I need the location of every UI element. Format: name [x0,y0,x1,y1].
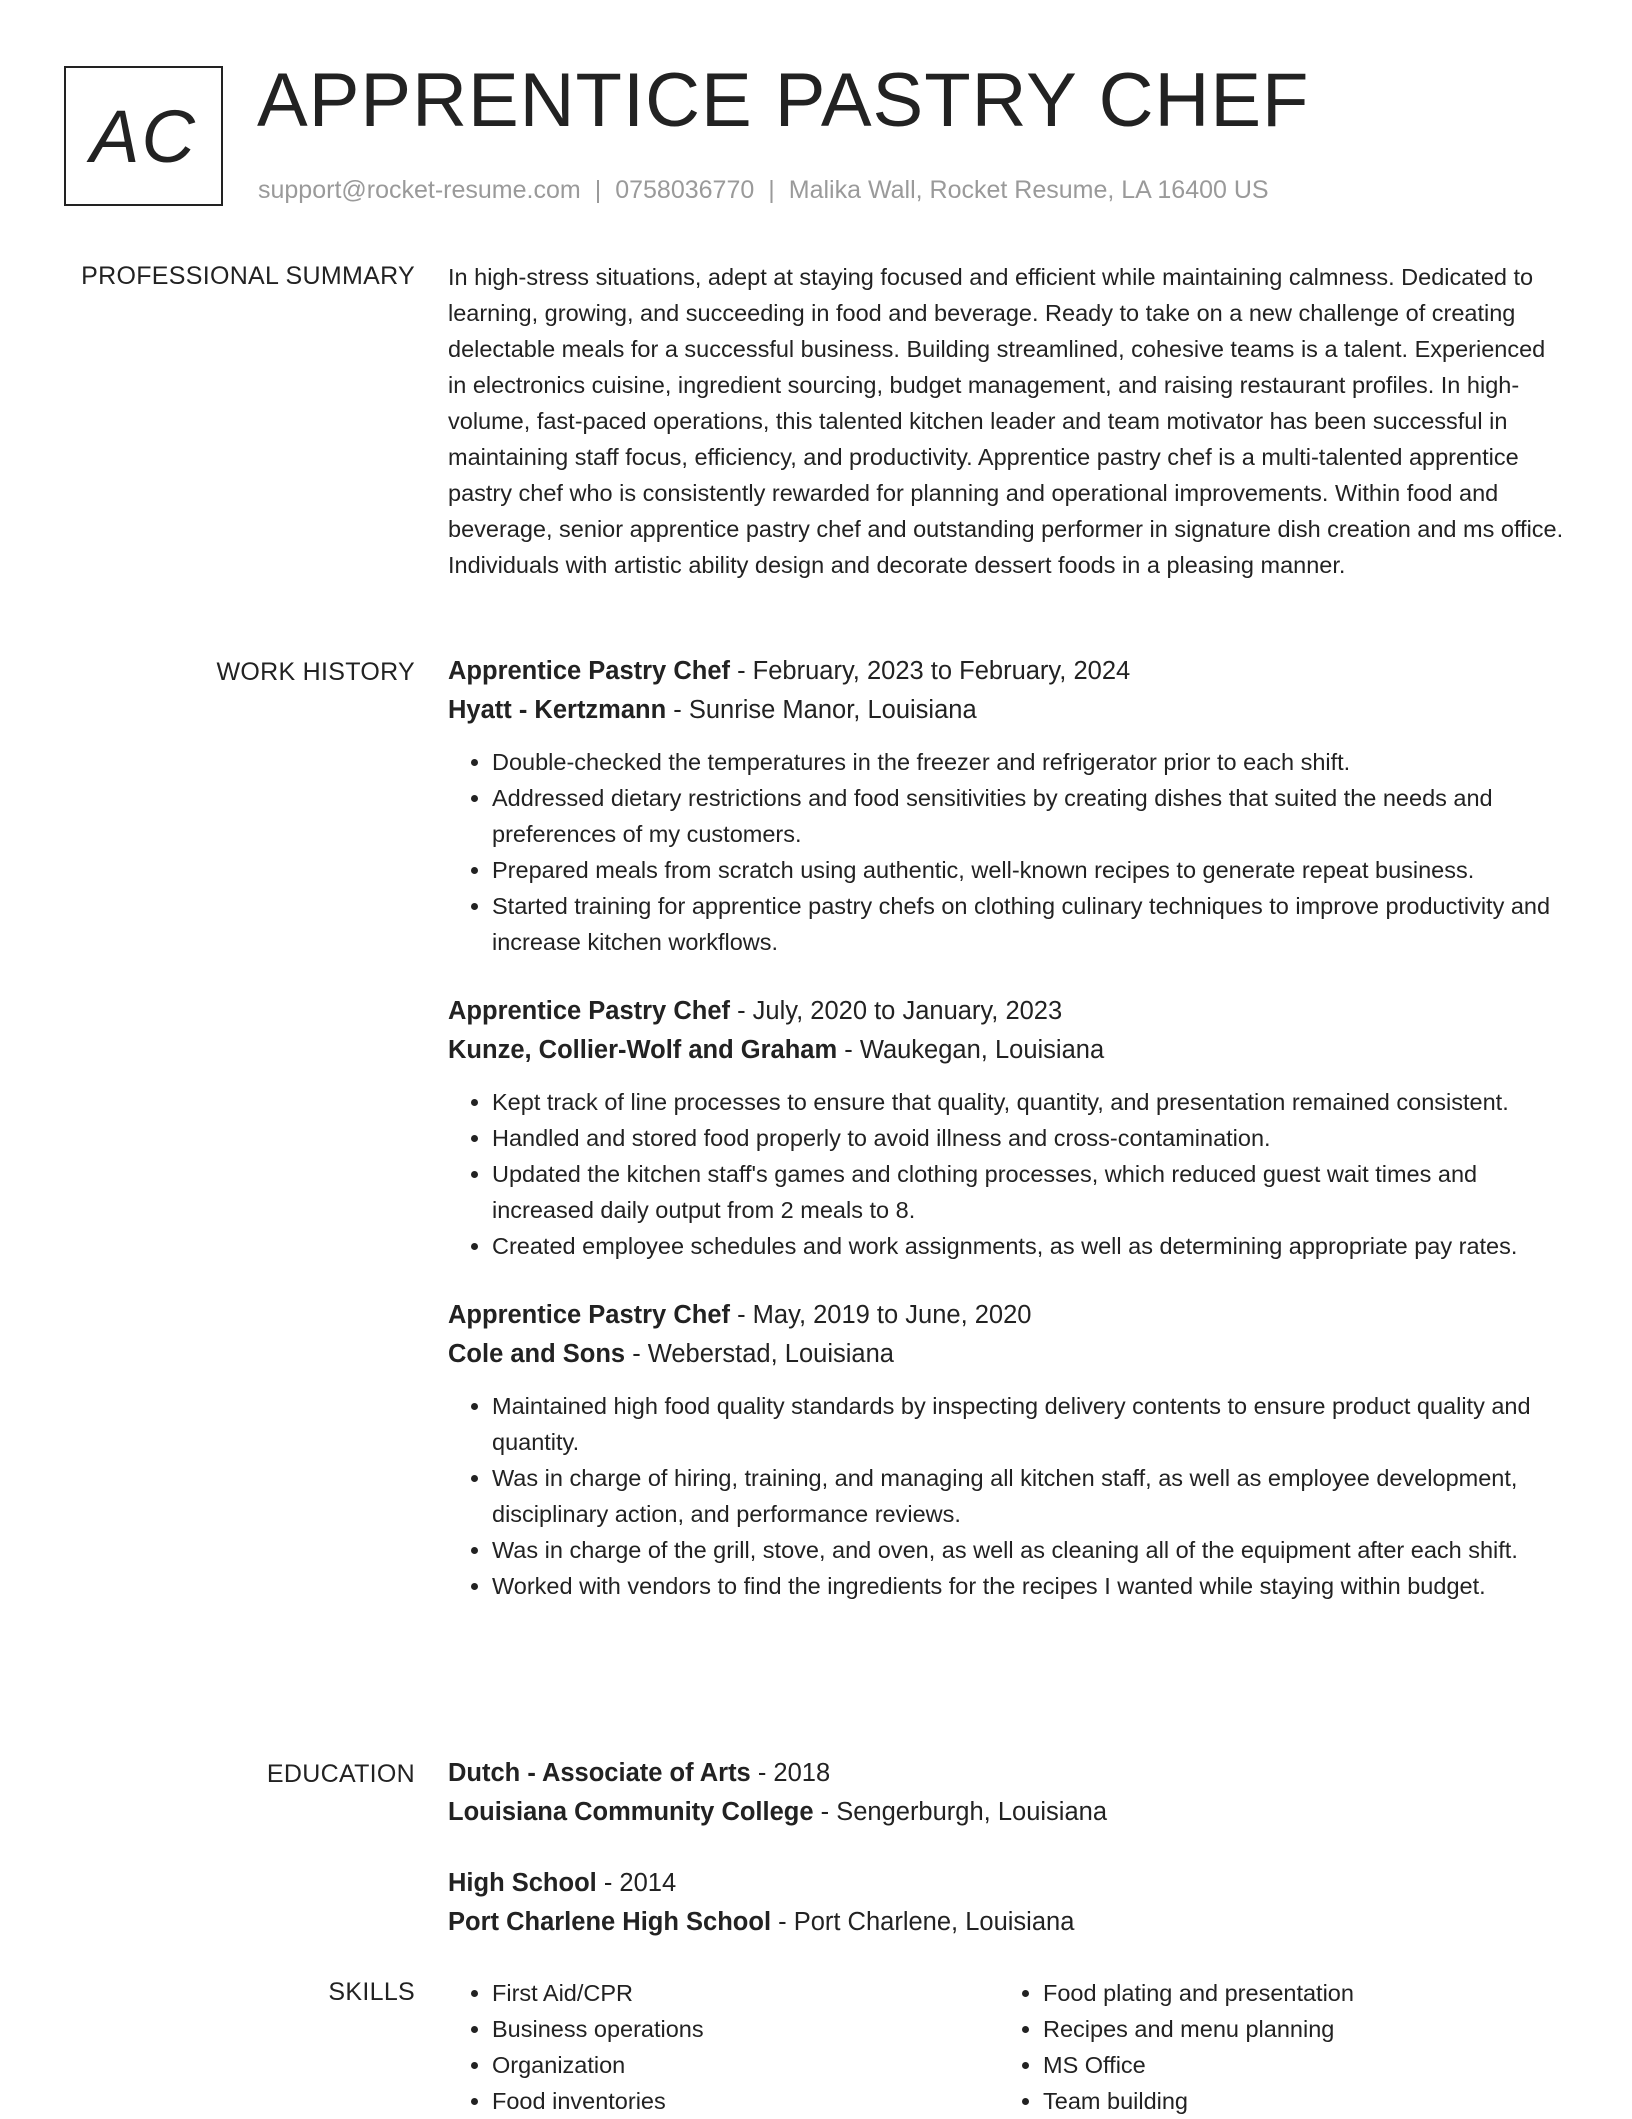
job-title-line [448,652,1564,691]
skill-item: • Food inventories [492,2083,999,2119]
job-bullet: • Prepared meals from scratch using authentic, well-known recipes to generate repeat business. [492,852,1564,888]
skills-list [999,1975,1550,2119]
skill-item: • Organization [492,2047,999,2083]
skill-item: • Food plating and presentation [1043,1975,1550,2011]
job-bullet: • Started training for apprentice pastry chefs on clothing culinary techniques to improve productivity and increase kitchen workflows. [492,888,1564,960]
summary-text: In high-stress situations, adept at staying focused and efficient while maintaining calmness. Dedicated to learning, growing, and succeeding in food and beverage. Ready to take on a new challenge of creating delectable meals for a successful business. Building streamlined, cohesive teams is a talent. Experienced in electronics cuisine, ingredient sourcing, budget management, and raising restaurant profiles. In high-volume, fast-paced operations, this talented kitchen leader and team motivator has been successful in maintaining staff focus, efficiency, and productivity. Apprentice pastry chef is a multi-talented apprentice pastry chef who is consistently rewarded for planning and operational improvements. Within food and beverage, senior apprentice pastry chef and outstanding performer in signature dish creation and ms office. Individuals with artistic ability design and decorate dessert foods in a pleasing manner. [448,264,1564,578]
job-dates: - July, 2020 to January, 2023 [730,997,1063,1025]
education-school-line [448,1903,1564,1942]
job-company-line [448,691,1564,730]
work-history-body [448,652,1564,1618]
education-label: EDUCATION [266,1760,415,1788]
initials-monogram: AC [64,66,223,206]
contact-line [258,174,1269,206]
job-bullet: • Kept track of line processes to ensure that quality, quantity, and presentation remained consistent. [492,1084,1564,1120]
skills-label: SKILLS [328,1978,415,2006]
summary-body [448,259,1564,583]
education-school: Louisiana Community College [448,1798,814,1826]
education-degree: Dutch - Associate of Arts [448,1759,751,1787]
job-title: Apprentice Pastry Chef [448,1301,730,1329]
resume-title: APPRENTICE PASTRY CHEF [257,58,1310,143]
skill-item: • First Aid/CPR [492,1975,999,2011]
job-bullet: • Double-checked the temperatures in the freezer and refrigerator prior to each shift. [492,744,1564,780]
education-degree-line [448,1864,1564,1903]
education-location: - Port Charlene, Louisiana [771,1908,1075,1936]
job-bullets [448,1084,1564,1264]
skill-item: • MS Office [1043,2047,1550,2083]
education-entry [448,1864,1564,1942]
job-bullet: • Updated the kitchen staff's games and clothing processes, which reduced guest wait times and increased daily output from 2 meals to 8. [492,1156,1564,1228]
job-bullet: • Handled and stored food properly to avoid illness and cross-contamination. [492,1120,1564,1156]
job-location: - Sunrise Manor, Louisiana [666,696,977,724]
job-location: - Weberstad, Louisiana [625,1340,894,1368]
job-bullet: • Maintained high food quality standards by inspecting delivery contents to ensure product quality and quantity. [492,1388,1564,1460]
job-bullet: • Addressed dietary restrictions and food sensitivities by creating dishes that suited the needs and preferences of my customers. [492,780,1564,852]
education-location: - Sengerburgh, Louisiana [813,1798,1107,1826]
skills-grid [448,1975,1564,2119]
summary-label: PROFESSIONAL SUMMARY [81,262,415,290]
skills-column-right [999,1975,1550,2119]
job-dates: - February, 2023 to February, 2024 [730,657,1131,685]
skill-item: • Team building [1043,2083,1550,2119]
job-title-line [448,992,1564,1031]
job-location: - Waukegan, Louisiana [837,1036,1105,1064]
education-school: Port Charlene High School [448,1908,772,1936]
job-entry [448,1296,1564,1604]
job-dates: - May, 2019 to June, 2020 [730,1301,1032,1329]
skill-item: • Business operations [492,2011,999,2047]
skills-column-left [448,1975,999,2119]
contact-separator: | [594,176,602,204]
job-bullet: • Was in charge of hiring, training, and managing all kitchen staff, as well as employee development, disciplinary action, and performance reviews. [492,1460,1564,1532]
job-company: Hyatt - Kertzmann [448,696,667,724]
job-bullets [448,744,1564,960]
job-bullet: • Created employee schedules and work assignments, as well as determining appropriate pay rates. [492,1228,1564,1264]
job-company-line [448,1031,1564,1070]
job-company: Cole and Sons [448,1340,626,1368]
education-year: - 2014 [596,1869,677,1897]
job-bullet: • Worked with vendors to find the ingredients for the recipes I wanted while staying within budget. [492,1568,1564,1604]
education-body [448,1754,1564,1974]
skills-body [448,1975,1564,2119]
job-title: Apprentice Pastry Chef [448,997,730,1025]
job-bullets [448,1388,1564,1604]
job-title-line [448,1296,1564,1335]
job-bullet: • Was in charge of the grill, stove, and oven, as well as cleaning all of the equipment after each shift. [492,1532,1564,1568]
contact-email: support@rocket-resume.com [258,176,581,204]
job-entry [448,652,1564,960]
contact-phone: 0758036770 [615,176,755,204]
job-title: Apprentice Pastry Chef [448,657,730,685]
education-entry [448,1754,1564,1832]
contact-separator: | [768,176,775,204]
work-history-label: WORK HISTORY [216,658,415,686]
job-entry [448,992,1564,1264]
education-degree-line [448,1754,1564,1793]
contact-address: Malika Wall, Rocket Resume, LA 16400 US [788,176,1269,204]
education-school-line [448,1793,1564,1832]
job-company: Kunze, Collier-Wolf and Graham [448,1036,838,1064]
skills-list [448,1975,999,2119]
job-company-line [448,1335,1564,1374]
skill-item: • Recipes and menu planning [1043,2011,1550,2047]
education-degree: High School [448,1869,597,1897]
education-year: - 2018 [750,1759,831,1787]
